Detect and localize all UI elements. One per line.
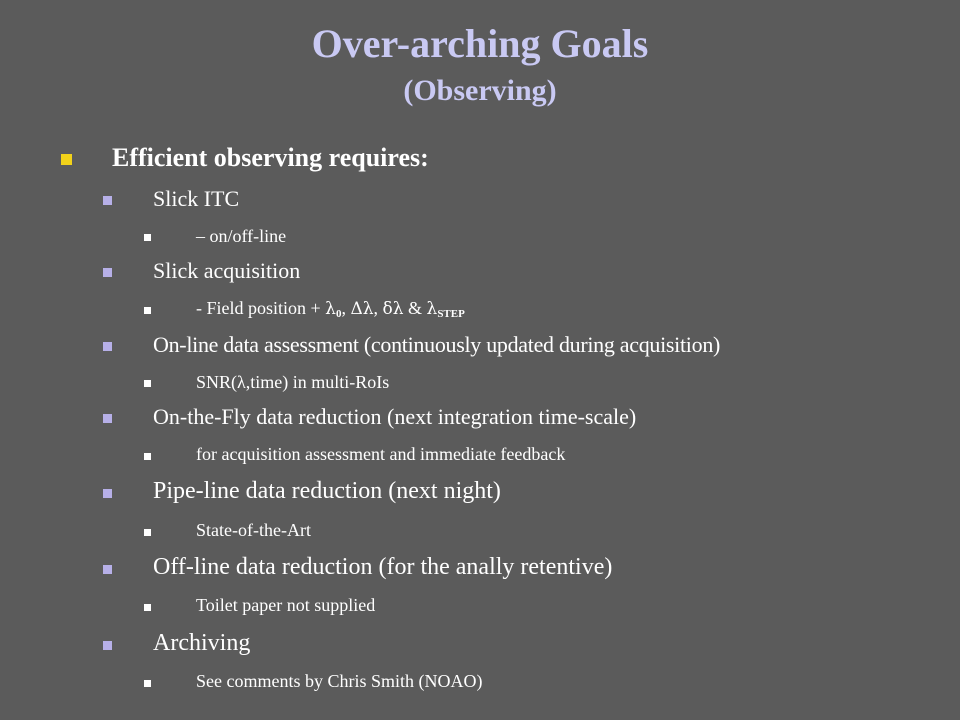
bullet-square-icon — [103, 268, 112, 277]
ampersand: & — [403, 298, 427, 318]
item-offline-detail: Toilet paper not supplied — [196, 595, 376, 615]
item-onoff-line: – on/off-line — [196, 226, 287, 246]
separator: , — [341, 298, 351, 318]
bullet-square-icon — [144, 307, 151, 314]
item-snr: SNR(λ,time) in multi-RoIs — [196, 372, 390, 392]
bullet-square-icon — [103, 414, 112, 423]
bullet-square-icon — [103, 342, 112, 351]
item-field-position — [196, 298, 465, 320]
separator: , — [373, 298, 383, 318]
bullet-square-icon — [144, 604, 151, 611]
item-archiving: Archiving — [153, 630, 251, 656]
lambda-subscript-zero: 0 — [335, 308, 342, 320]
bullet-square-icon — [144, 453, 151, 460]
bullet-square-icon — [103, 565, 112, 574]
delta-lambda-symbol: Δλ — [350, 299, 374, 319]
lambda-symbol: λ — [325, 299, 336, 319]
level1-text: Efficient observing requires: — [112, 143, 429, 172]
lambda-subscript-step: STEP — [437, 308, 465, 320]
slide-title: Over-arching Goals — [311, 21, 649, 66]
item-online-assessment: On-line data assessment (continuously updated during acquisition) — [153, 332, 721, 357]
item-slick-acquisition: Slick acquisition — [153, 258, 301, 283]
item-archiving-detail: See comments by Chris Smith (NOAO) — [196, 671, 483, 691]
small-delta-lambda-symbol: δλ — [382, 299, 404, 319]
lambda-symbol: λ — [426, 299, 438, 319]
field-position-prefix: - Field position + — [196, 298, 326, 318]
bullet-square-icon — [61, 154, 72, 165]
bullet-square-icon — [103, 196, 112, 205]
item-on-the-fly: On-the-Fly data reduction (next integration time-scale) — [153, 404, 637, 429]
bullet-square-icon — [144, 380, 151, 387]
item-pipeline: Pipe-line data reduction (next night) — [153, 478, 501, 504]
item-offline: Off-line data reduction (for the anally retentive) — [153, 554, 613, 580]
bullet-square-icon — [144, 529, 151, 536]
slide-subtitle: (Observing) — [403, 74, 557, 107]
bullet-square-icon — [103, 641, 112, 650]
bullet-square-icon — [103, 489, 112, 498]
item-pipeline-detail: State-of-the-Art — [196, 520, 311, 540]
item-slick-itc: Slick ITC — [153, 186, 240, 211]
bullet-square-icon — [144, 680, 151, 687]
item-on-the-fly-detail: for acquisition assessment and immediate feedback — [196, 444, 566, 464]
bullet-square-icon — [144, 234, 151, 241]
